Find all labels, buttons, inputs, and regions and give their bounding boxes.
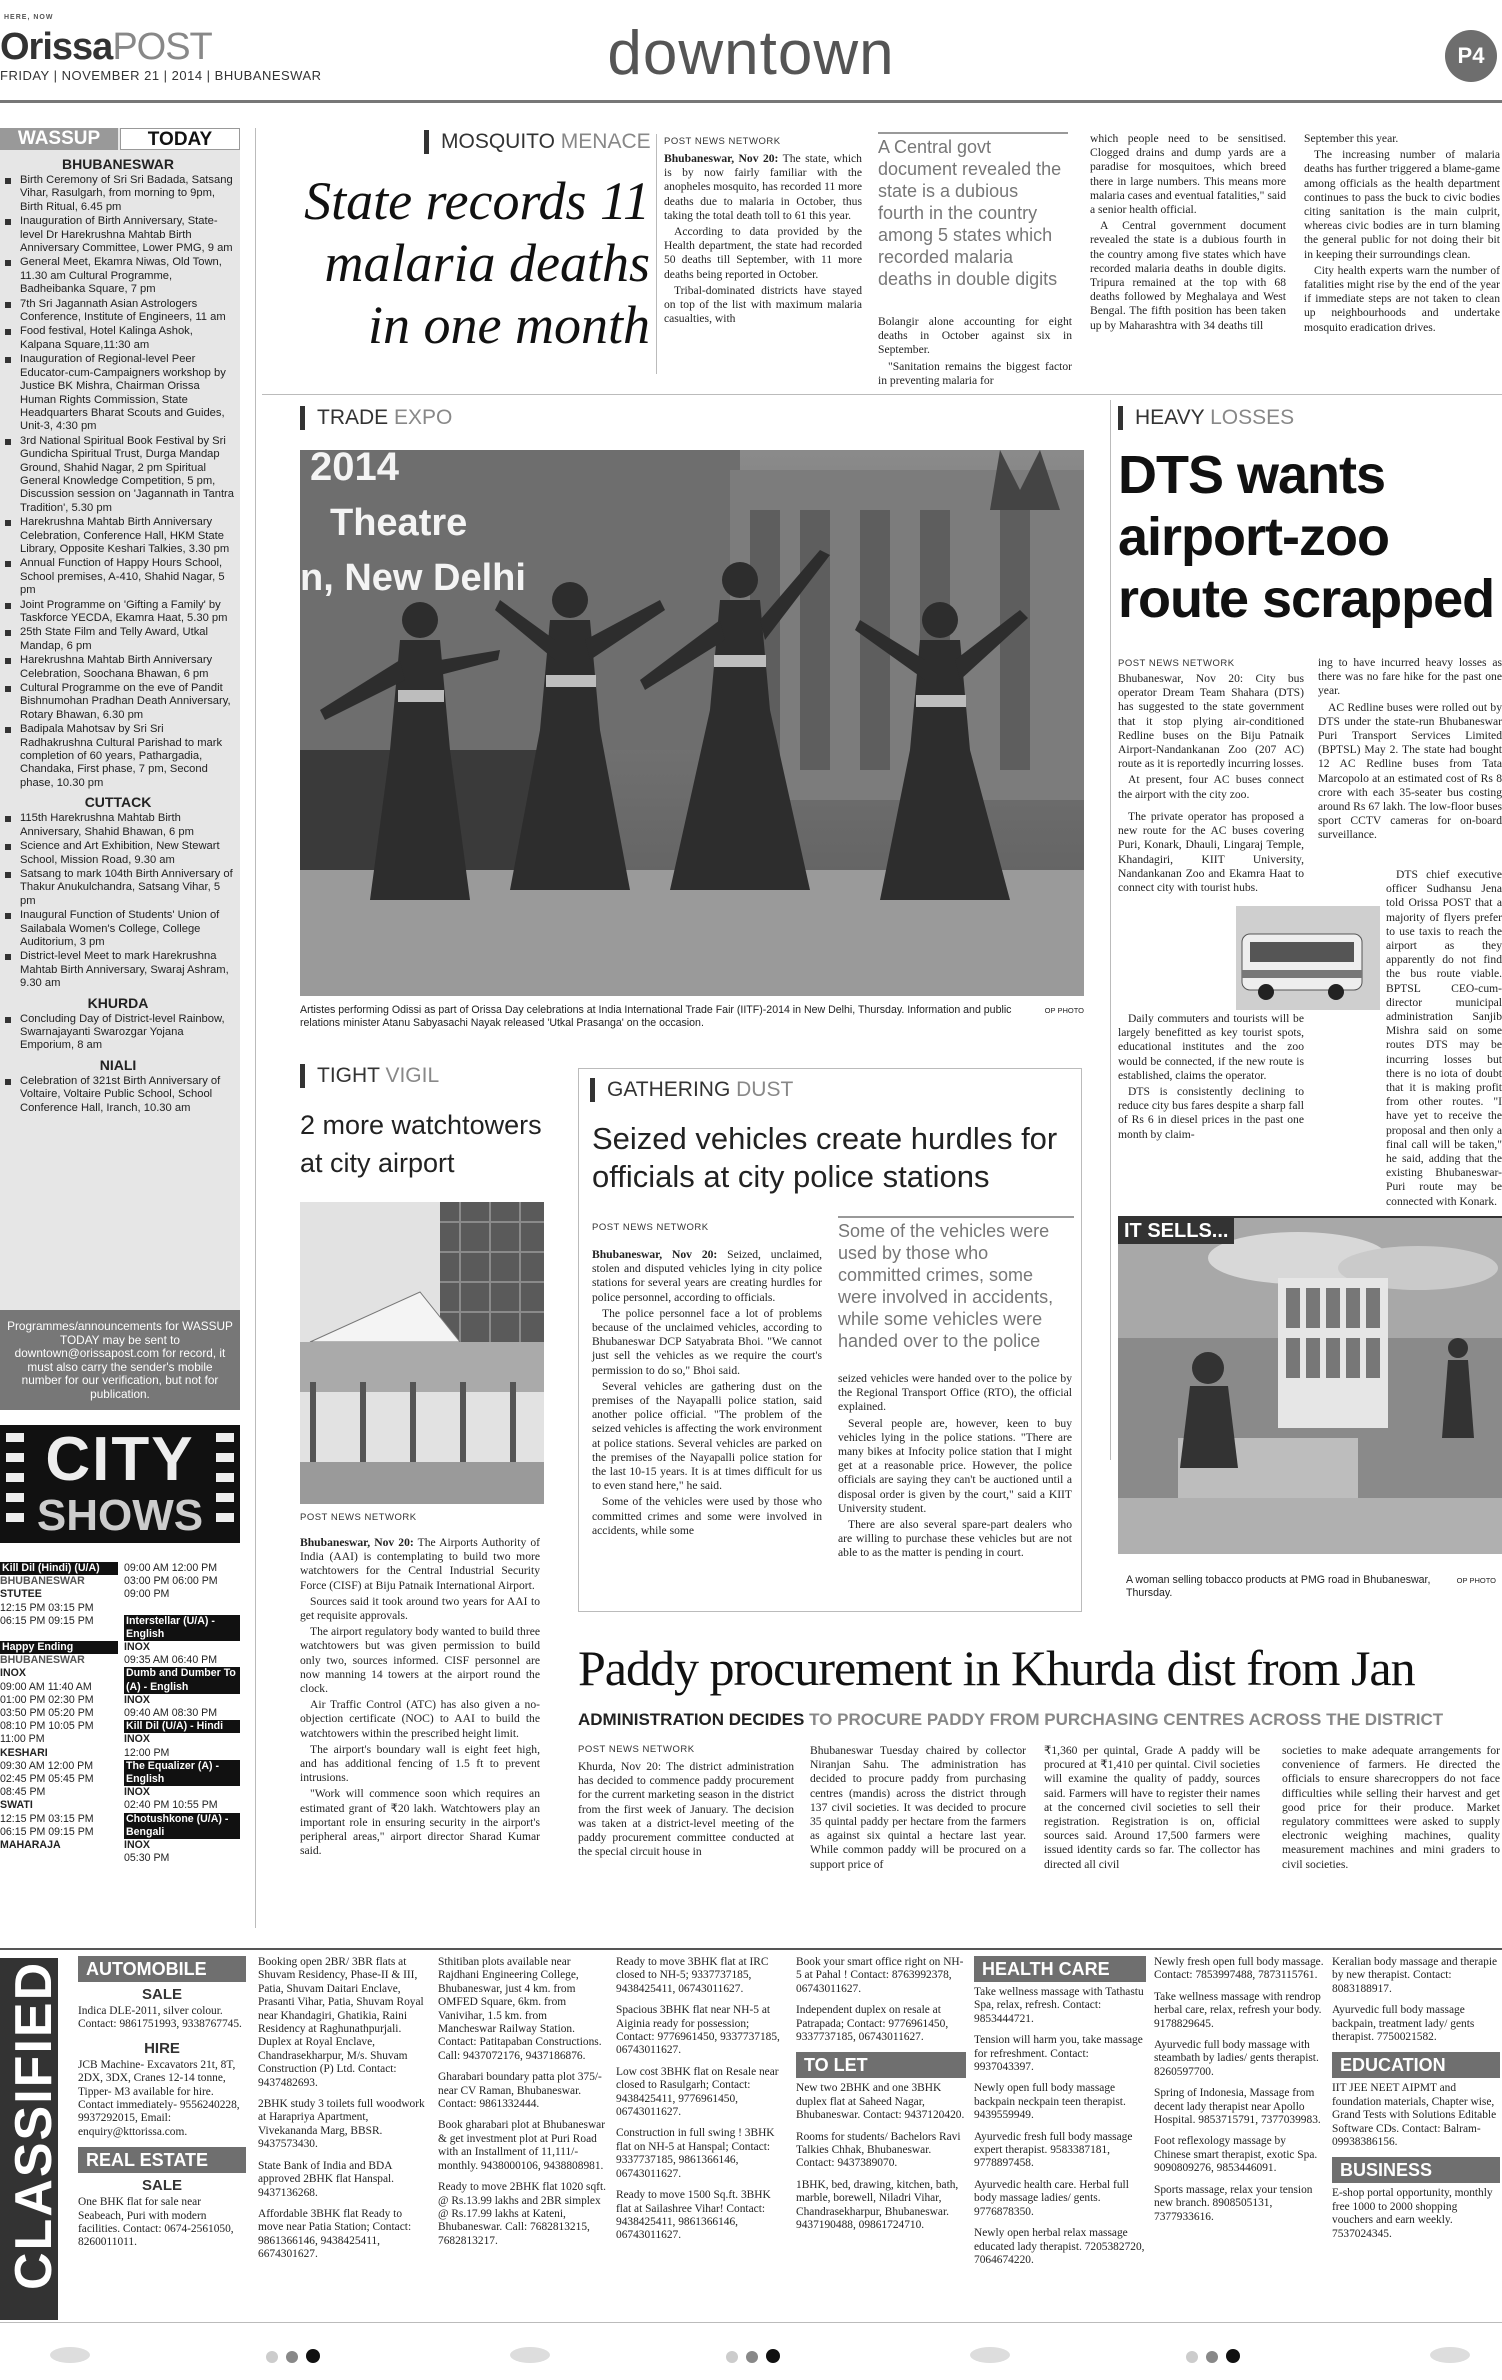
classified-ad: Book gharabari plot at Bhubaneswar & get investment plot at Puri Road with an Installment of 11,111/- monthly. 9438000106, 9438808981. — [438, 2119, 606, 2172]
paragraph: Tribal-dominated districts have stayed on top of the list with maximum malaria casualties, with — [664, 283, 862, 326]
dts-column-1c: Daily commuters and tourists will be largely benefitted as key tourist spots, educational institutes and the zoo would be connected, if the new route is established, claims the operator. DTS is consistently declining to reduce city bus fares despite a sharp fall of Rs 6 in diesel prices in the past one month by claim- — [1118, 1012, 1304, 1141]
showtime: 02:40 PM 10:55 PM — [124, 1799, 218, 1812]
vendor-photo-caption: OP PHOTO A woman selling tobacco products at PMG road in Bhubaneswar, Thursday. — [1126, 1574, 1496, 1599]
wassup-event: General Meet, Ekamra Niwas, Old Town, 11.30 am Cultural Programme, Badheibanka Square, 7 pm — [0, 256, 236, 296]
showtime: 01:00 PM 02:30 PM — [0, 1693, 94, 1706]
it-sells-label: IT SELLS... — [1118, 1218, 1234, 1244]
classified-ad: Ayurvedic full body massage with steambath by ladies/ gents therapist. 8260597700. — [1154, 2039, 1319, 2078]
classified-ad: Foot reflexology massage by Chinese smart therapist, exotic Spa. 9090809276, 9853446091. — [1154, 2135, 1318, 2175]
showtime: 09:00 PM — [124, 1588, 170, 1601]
classified-ad: Sports massage, relax your tension new branch. 8908505131, 7377933616. — [1154, 2183, 1313, 2223]
wassup-event: Joint Programme on 'Gifting a Family' by Taskforce YECDA, Ekamra Haat, 5.30 pm — [0, 599, 236, 626]
classified-ad: Affordable 3BHK flat Ready to move near Patia Station; Contact: 9861366146, 9438425411, 6674301627. — [258, 2207, 412, 2261]
masthead-rule — [0, 100, 1502, 103]
registration-mark — [50, 2347, 90, 2363]
theatre-name: INOX — [124, 1786, 150, 1799]
theatre-name: KESHARI — [0, 1746, 48, 1759]
theatre-name: INOX — [0, 1667, 26, 1680]
showtime: 11:00 PM — [0, 1733, 45, 1746]
classified-ad: Ayurvedic health care. Herbal full body massage ladies/ gents. 9776878350. — [974, 2178, 1129, 2218]
column-divider — [656, 134, 657, 374]
paddy-column-2: Bhubaneswar Tuesday chaired by collector Niranjan Sahu. The administration has decided to procure paddy from purchasing centres (mandis) across the district through 137 civil societies. It was decided to procure 35 quintal paddy per hectare from the farmers as against six quintal a hectare last year. While common paddy will be procured on a support price of — [810, 1744, 1026, 1871]
classified-col-4 — [616, 1956, 786, 2251]
classified-ad: Newly open full body massage backpain neckpain teen therapist. 9439559949. — [974, 2082, 1126, 2122]
wassup-event: Harekrushna Mahtab Birth Anniversary Celebration, Soochana Bhawan, 6 pm — [0, 654, 236, 681]
paragraph: September this year. — [1304, 132, 1399, 145]
paragraph: Several vehicles are gathering dust on the premises of the Nayapalli police station, said another police official. "The problem of the seized vehicles is affecting the work environment at police stations. Several vehicles are parked on the premises of the Nayapalli police station for the last 10-15 years. It is at times difficult for us to even stand here," he said. — [592, 1379, 822, 1493]
wassup-event: Science and Art Exhibition, New Stewart School, Mission Road, 9.30 am — [0, 840, 236, 867]
city-shows-title — [30, 1425, 210, 1544]
showtime: 08:10 PM 10:05 PM — [0, 1720, 94, 1733]
paragraph: Some of the vehicles were used by those who committed crimes and some were involved in accidents, while some — [592, 1495, 822, 1537]
classified-col-8 — [1332, 1956, 1500, 2249]
showtime: 09:35 AM 06:40 PM — [124, 1654, 218, 1667]
movie-title: Kill Dil (U/A) - Hindi — [124, 1720, 240, 1733]
showtime: 03:50 PM 05:20 PM — [0, 1707, 94, 1720]
classified-rule — [0, 1948, 1502, 1950]
row-divider — [262, 394, 1502, 395]
showtime: 09:00 AM 12:00 PM — [124, 1562, 218, 1574]
hire-subheading: HIRE — [144, 2039, 180, 2057]
paragraph: The airport regulatory body wanted to build three watchtowers but was given permission to build only two, sources informed. CISF personnel are now manning 14 towers at the airport round the clock. — [300, 1625, 540, 1696]
classified-ad: Tension will harm you, take massage for refreshment. Contact: 9937043397. — [974, 2034, 1143, 2074]
vendor-illustration — [1118, 1218, 1502, 1554]
showtime: 05:30 PM — [124, 1852, 170, 1865]
paragraph: A Central government document revealed the state is a dubious fourth in the country among five states which have recorded malaria deaths in double digits. Tripura remained at the top with 68 deaths followed by Meghalaya and West Bengal. The fifth position has been taken up by Maharashtra with 34 deaths till — [1090, 219, 1286, 332]
theatre-name: INOX — [124, 1839, 150, 1852]
wassup-tabs — [0, 128, 240, 150]
vigil-headline: 2 more watchtowers at city airport — [300, 1110, 542, 1178]
showtime: 12:15 PM 03:15 PM — [0, 1601, 94, 1614]
paddy-deck: ADMINISTRATION DECIDES TO PROCURE PADDY FROM PURCHASING CENTRES ACROSS THE DISTRICT — [578, 1710, 1444, 1729]
wassup-event: 7th Sri Jagannath Asian Astrologers Conference, Institute of Engineers, 11 am — [0, 298, 236, 325]
theatre-name: MAHARAJA — [0, 1839, 61, 1852]
registration-mark — [970, 2347, 1010, 2363]
automobile-heading: AUTOMOBILE — [78, 1956, 246, 1982]
paragraph: "Sanitation remains the biggest factor in preventing malaria for — [878, 359, 1072, 387]
today-tab: TODAY — [120, 128, 240, 150]
classified-ad: Sthitiban plots available near Rajdhani Engineering College, Bhubaneswar, just 4 km. from OMFED Square, 6km. from Vanivihar, 1.5 km. from Mancheswar Railway Station. Contact: Patitapaban Constructions. Call: 9437072176, 9437186876. — [438, 1956, 602, 2062]
trade-kicker: TRADE EXPO — [300, 406, 452, 430]
showtime: 06:15 PM 09:15 PM — [0, 1825, 94, 1838]
paddy-headline: Paddy procurement in Khurda dist from Jan — [578, 1640, 1415, 1696]
vigil-byline: POST NEWS NETWORK — [300, 1512, 417, 1523]
paragraph: Bhubaneswar, Nov 20: The Airports Authority of India (AAI) is contemplating to build two more watchtowers for the Central Industrial Security Force (CISF) at Biju Patnaik International Airport. — [300, 1536, 540, 1592]
logo-tagline: HERE, NOW — [4, 14, 54, 21]
classified-ad: Ready to move 2BHK flat 1020 sqft. @ Rs.13.99 lakhs and 2BR simplex @ Rs.17.99 lakhs at Kateni, Bhubaneswar. Call: 7682813215, 7682813217. — [438, 2181, 606, 2247]
classified-col-1 — [78, 1956, 246, 2258]
registration-mark — [1430, 2347, 1470, 2363]
showtime — [0, 1628, 118, 1641]
classified-col-6 — [974, 1956, 1146, 2275]
classified-ad: Spacious 3BHK flat near NH-5 at Aiginia ready for possession; Contact: 9776961450, 9337737185, 06743011627. — [616, 2004, 780, 2057]
wassup-event: Satsang to mark 104th Birth Anniversary of Thakur Anukulchandra, Satsang Vihar, 5 pm — [0, 868, 236, 908]
wassup-event: Harekrushna Mahtab Birth Anniversary Celebration, Conference Hall, HKM State Library, Opposite Keshari Talkies, 3.30 pm — [0, 516, 236, 556]
classified-ad: IIT JEE NEET AIPMT and foundation materials, Chapter wise, Grand Tests with Solutions Editable Software CDs. Contact: Balram- 09938386156. — [1332, 2082, 1497, 2149]
dts-column-2a: ing to have incurred heavy losses as there was no fare hike for the past one year. AC Redline buses were rolled out by DTS under the state-run Bhubaneswar Puri Transport Services Limited (BPTSL) May 2. The state had bought 12 AC Redline buses from Tata Marcopolo at an estimated cost of Rs 8 crore with each 35-seater bus costing around Rs 67 lakh. The low-floor buses sport CCTV cameras for on-board surveillance. — [1318, 656, 1502, 842]
classified-col-3 — [438, 1956, 608, 2256]
dateline: FRIDAY | NOVEMBER 21 | 2014 | BHUBANESWAR — [0, 68, 322, 83]
paragraph: "Work will commence soon which requires an estimated grant of ₹20 lakh. Watchtowers play an important role in ensuring security in the airport's peripheral areas," airport director Sharad Kumar said. — [300, 1787, 540, 1858]
wassup-event: Cultural Programme on the eve of Pandit Bishnumohan Pradhan Death Anniversary, Rotary Bhawan, 6.30 pm — [0, 682, 236, 722]
paragraph: City health experts warn the number of fatalities might rise by the end of the year if immediate steps are not taken to clean up neighbourhoods and undertake mosquito eradication drives. — [1304, 263, 1500, 334]
classified-ad: State Bank of India and BDA approved 2BHK flat Hanspal. 9437136268. — [258, 2159, 395, 2199]
classified-ad: E-shop portal opportunity, monthly free 1000 to 2000 shopping vouchers and earn weekly. 7537024345. — [1332, 2187, 1493, 2240]
wassup-tab: WASSUP — [0, 128, 118, 150]
wassup-note: Programmes/announcements for WASSUP TODAY may be sent to downtown@orissapost.com for record, it must also carry the sender's mobile number for our verification, but not for publication. — [0, 1310, 240, 1410]
classified-ad: New two 2BHK and one 3BHK duplex flat at Saheed Nagar, Bhubaneswar. Contact: 9437120420. — [796, 2082, 965, 2122]
registration-mark — [306, 2349, 320, 2363]
classified-ad: One BHK flat for sale near Seabeach, Puri with modern facilities. Contact: 0674-2561050, 8260011011. — [78, 2196, 234, 2249]
malaria-byline: POST NEWS NETWORK — [664, 136, 781, 147]
movie-title: Kill Dil (Hindi) (U/A) — [0, 1562, 118, 1575]
dust-column-1 — [592, 1248, 822, 1540]
health-care-heading: HEALTH CARE — [974, 1956, 1146, 1982]
movie-title: Chotushkone (U/A) - Bengali — [124, 1813, 240, 1839]
wassup-event: 115th Harekrushna Mahtab Birth Anniversary, Shahid Bhawan, 6 pm — [0, 812, 236, 839]
column-divider — [1110, 400, 1111, 1460]
page-number-badge: P4 — [1445, 30, 1497, 82]
wassup-event: Annual Function of Happy Hours School, School premises, A-410, Shahid Nagar, 5 pm — [0, 557, 236, 597]
classified-ad: Newly fresh open full body massage. Contact: 7853997488, 7873115761. — [1154, 1956, 1324, 1982]
odissi-photo-caption: OP PHOTO Artistes performing Odissi as part of Orissa Day celebrations at India International Trade Fair (IITF)-2014 in New Delhi, Thursday. Information and public relations minister Atanu Sabyasachi Nayak released 'Utkal Prasanga' on the occasion. — [300, 1004, 1084, 1029]
paragraph: Bolangir alone accounting for eight deaths in October against six in September. — [878, 315, 1072, 357]
classified-ad: Ready to move 3BHK flat at IRC closed to NH-5; 9337737185, 9438425411, 06743011627. — [616, 1956, 769, 1995]
showtime: 12:15 PM 03:15 PM — [0, 1812, 94, 1825]
dust-pullquote: Some of the vehicles were used by those who committed crimes, some were involved in accidents, while some vehicles were handed over to the police — [838, 1216, 1074, 1352]
classified-ad: 2BHK study 3 toilets full woodwork at Harapriya Apartment, Vivekananda Marg, BBSR. 9437573430. — [258, 2098, 425, 2151]
classified-ad: Indica DLE-2011, silver colour. Contact: 9861751993, 9338767745. — [78, 2005, 242, 2031]
dts-kicker: HEAVY LOSSES — [1118, 406, 1294, 430]
city-shows-title-line2: SHOWS — [36, 1491, 204, 1540]
photo-sign-location: n, New Delhi — [300, 557, 526, 599]
malaria-kicker: MOSQUITO MENACE — [424, 130, 651, 154]
theatre-name: INOX — [124, 1733, 150, 1746]
showtime: 06:15 PM 09:15 PM — [0, 1614, 94, 1627]
movie-title: Interstellar (U/A) - English — [124, 1615, 240, 1641]
registration-mark — [1206, 2351, 1218, 2363]
bus-illustration — [1236, 906, 1380, 1010]
registration-mark — [726, 2351, 738, 2363]
paragraph: The airport's boundary wall is eight feet high, and has additional fencing of 1.5 ft to prevent intrusions. — [300, 1742, 540, 1785]
malaria-column-2 — [878, 315, 1072, 390]
vigil-kicker: TIGHT VIGIL — [300, 1064, 439, 1088]
wassup-event: 25th State Film and Telly Award, Utkal Mandap, 6 pm — [0, 626, 236, 653]
paragraph: Bhubaneswar, Nov 20: The state, which is by now fairly familiar with the anopheles mosquito, has recorded 11 more deaths due to malaria in October, thus taking the total death toll to 61 this year. — [664, 152, 862, 222]
showtime: 09:40 AM 08:30 PM — [124, 1707, 218, 1720]
classified-col-7 — [1154, 1956, 1324, 2232]
city-shows-title-line1: CITY — [45, 1425, 195, 1494]
wassup-event: Concluding Day of District-level Rainbow, Swarnajayanti Swarozgar Yojana Emporium, 8 am — [0, 1013, 236, 1053]
paragraph: seized vehicles were handed over to the police by the Regional Transport Office (RTO), the official explained. — [838, 1372, 1072, 1414]
wassup-event: Inaugural Function of Students' Union of Sailabala Women's College, College Auditorium, 3 pm — [0, 909, 236, 949]
dust-byline: POST NEWS NETWORK — [592, 1222, 709, 1233]
malaria-headline: State records 11 malaria deaths in one month — [304, 171, 650, 355]
wassup-event: Inauguration of Birth Anniversary, State-level Dr Harekrushna Mahtab Birth Anniversary Committee, Lower PMG, 9 am — [0, 215, 236, 255]
movie-title: Dumb and Dumber To (A) - English — [124, 1667, 240, 1693]
section-title: downtown — [607, 19, 895, 88]
dts-column-1b: The private operator has proposed a new route for the AC buses covering Puri, Konark, Dhauli, Lingaraj Temple, Khandagiri, KIIT University, Nandankanan Zoo and Ekamra Haat to connect city with tourist hubs. — [1118, 810, 1304, 895]
dust-headline: Seized vehicles create hurdles for officials at city police stations — [592, 1121, 1058, 1194]
paragraph: According to data provided by the Health department, the state had recorded 50 deaths till September, with 11 more deaths being reported in October. — [664, 225, 862, 281]
classified-ad: Ayurvedic fresh full body massage expert therapist. 9583387181, 9778897458. — [974, 2130, 1133, 2170]
classified-col-5 — [796, 1956, 966, 2241]
malaria-column-1 — [664, 152, 862, 328]
wassup-city-heading: KHURDA — [87, 994, 149, 1011]
photo-credit: OP PHOTO — [1456, 1576, 1496, 1585]
wassup-city-heading: BHUBANESWAR — [62, 156, 174, 172]
showtime: 02:45 PM 05:45 PM — [0, 1773, 94, 1786]
classified-ad: Rooms for students/ Bachelors Ravi Talkies Chhak, Bhubaneswar. Contact: 9437389070. — [796, 2130, 961, 2170]
registration-mark — [1186, 2351, 1198, 2363]
photo-sign-theatre: Theatre — [330, 502, 468, 544]
tobacco-vendor-photo — [1118, 1218, 1502, 1554]
real-estate-heading: REAL ESTATE — [78, 2147, 246, 2173]
classified-ad: Construction in full swing ! 3BHK flat on NH-5 at Hanspal; Contact: 9337737185, 9861366146, 06743011627. — [616, 2127, 775, 2180]
paragraph: There are also several spare-part dealers who are willing to purchase these vehicles but are not able to as the matter is pending in court. — [838, 1518, 1072, 1560]
classified-ad: Keralian body massage and therapie by new therapist. Contact: 8083188917. — [1332, 1956, 1498, 1995]
vigil-body — [300, 1536, 540, 1860]
classified-ad: 1BHK, bed, drawing, kitchen, bath, marble, borewell, Niladri Vihar, Chandrasekharpur, Bhubaneswar. 9437190488, 09861724710. — [796, 2178, 959, 2232]
theatre-name: BHUBANESWAR — [0, 1654, 85, 1667]
dts-headline: DTS wants airport-zoo route scrapped — [1118, 445, 1495, 629]
classified-ad: Gharabari boundary patta plot 375/- near CV Raman, Bhubaneswar. Contact: 9861332444. — [438, 2071, 602, 2111]
city-shows-column-1 — [0, 1562, 118, 1852]
classified-col-2 — [258, 1956, 428, 2270]
to-let-heading: TO LET — [796, 2052, 966, 2078]
showtime: 09:30 AM 12:00 PM — [0, 1759, 94, 1772]
paragraph: Air Traffic Control (ATC) has also given a no-objection certificate (NOC) to AAI to build the watchtowers within the prescribed height limit. — [300, 1698, 540, 1740]
photo-credit: OP PHOTO — [1044, 1006, 1084, 1015]
registration-mark — [746, 2351, 758, 2363]
airport-watchtower-photo — [300, 1202, 544, 1504]
theatre-name: BHUBANESWAR — [0, 1575, 85, 1588]
dust-kicker: GATHERING DUST — [590, 1078, 793, 1102]
classified-label: CLASSIFIED — [5, 1960, 63, 2290]
paragraph: The increasing number of malaria deaths has further triggered a blame-game among officials as the health department continues to pass the buck to civic bodies citing sanitation is the main culprit, whereas civic bodies are in turn blaming the general public for not doing their bit in keeping their surroundings clean. — [1304, 148, 1500, 261]
paddy-column-1: Khurda, Nov 20: The district administration has decided to commence paddy procurement for the current marketing season in the district from the first week of January. The decision was taken at a district-level meeting of the paddy procurement committee conducted at the special circuit house in — [578, 1760, 794, 1859]
malaria-column-4 — [1304, 132, 1500, 337]
dts-byline: POST NEWS NETWORK — [1118, 658, 1235, 669]
sale-subheading: SALE — [141, 2177, 182, 2195]
wassup-event-list — [0, 1013, 236, 1053]
classified-ad: Newly open herbal relax massage educated lady therapist. 7205382720, 7064674220. — [974, 2227, 1145, 2266]
classified-ad: Independent duplex on resale at Patrapada; Contact: 9776961450, 9337737185, 06743011627. — [796, 2004, 949, 2044]
showtime: 03:00 PM 06:00 PM — [124, 1575, 218, 1588]
odissi-dance-photo — [300, 450, 1084, 996]
classified-ad: JCB Machine- Excavators 21t, 8T, 2DX, 3DX, Cranes 12-14 tonne, Tipper- M3 available for hire. Contact immediately- 9556240228, 9937292015, Email: enquiry@kttorissa.com. — [78, 2058, 240, 2138]
logo-post: POST — [112, 26, 212, 68]
paragraph: The police personnel face a lot of problems because of the unclaimed vehicles, according to Bhubaneswar DCP Satyabrata Bhoi. "We cannot just sell the vehicles as we require the court's permission to do so," Bhoi said. — [592, 1306, 822, 1377]
paddy-column-3: ₹1,360 per quintal, Grade A paddy will be procured at ₹1,410 per quintal. Civil societies will examine the quality of paddy, sources said. Farmers will have to register their names at the concerned civil societies to sell their registration. Registration is on, official sources said. Around 17,500 farmers were issued identity cards so far. The collector has directed all civil — [1044, 1744, 1260, 1871]
showtime — [124, 1602, 240, 1615]
airport-illustration — [300, 1202, 544, 1504]
classified-ad: Ayurvedic full body massage backpain, treatment lady/ gents therapist. 7750021582. — [1332, 2004, 1475, 2044]
wassup-listing — [0, 152, 238, 1116]
paragraph: Sources said it took around two years for AAI to get requisite approvals. — [300, 1594, 540, 1623]
wassup-event: 3rd National Spiritual Book Festival by Sri Gundicha Spiritual Trust, Durga Mandap Ground, Shahid Nagar, 2 pm Spiritual General Knowledge Competition, 5 pm, Discussion session on 'Jagannath in Tantra Tradition', 5.30 pm — [0, 435, 236, 515]
wassup-event: Food festival, Hotel Kalinga Ashok, Kalpana Square,11:30 am — [0, 325, 236, 352]
print-registration-strip — [0, 2322, 1502, 2380]
odissi-dance-illustration — [300, 450, 1084, 996]
theatre-name: STUTEE — [0, 1588, 42, 1601]
dts-column-2b: DTS chief executive officer Sudhansu Jena told Orissa POST that a majority of flyers prefer to use taxis to reach the airport as they apparently do not find the bus route viable. BPTSL CEO-cum-director municipal administration Sanjib Mishra said on some routes DTS may be incurring losses but there is no iota of doubt that it is making profit from other routes. "I have yet to receive the proposal and then only a final call will be taken," he said, adding that the existing Bhubaneswar-Puri route may be connected with Konark. — [1386, 868, 1502, 1208]
sale-subheading: SALE — [141, 1986, 182, 2003]
movie-title: Happy Ending — [0, 1641, 118, 1654]
showtime: 08:45 PM — [0, 1786, 46, 1799]
paragraph: which people need to be sensitised. Clogged drains and dump yards are a paradise for mosquitoes, which breed there in large numbers. This means more malaria cases and eventual fatalities," said a senior health official. — [1090, 132, 1286, 217]
registration-mark — [1226, 2349, 1240, 2363]
wassup-event: Birth Ceremony of Sri Sri Badada, Satsang Vihar, Rasulgarh, from morning to 9pm, Birth Ritual, 6.45 pm — [0, 174, 236, 214]
dts-column-1a: Bhubaneswar, Nov 20: City bus operator Dream Team Shahara (DTS) has suggested to the state government that it stop plying air-conditioned Redline buses on the Biju Patnaik Airport-Nandankanan Zoo (207 AC) route as it is reportedly incurring losses. At present, four AC buses connect the airport with the city zoo. — [1118, 672, 1304, 801]
theatre-name: SWATI — [0, 1799, 33, 1812]
wassup-event-list — [0, 174, 236, 790]
registration-mark — [766, 2349, 780, 2363]
paddy-byline: POST NEWS NETWORK — [578, 1744, 695, 1755]
movie-title: The Equalizer (A) - English — [124, 1760, 240, 1786]
paragraph: Several people are, however, keen to buy vehicles lying in the police stations. "There are many bikes at Infocity police station that I might get at a reasonable price. However, the police officials are saying they can't be auctioned until a disposal order is given by the court," said a KIIT University student. — [838, 1416, 1072, 1515]
wassup-event-list — [0, 812, 236, 990]
malaria-column-3 — [1090, 132, 1286, 335]
wassup-city-heading: NIALI — [99, 1056, 137, 1073]
wassup-event: Badipala Mahotsav by Sri Sri Radhakrushna Cultural Parishad to mark completion of 60 years, Pathargadia, Chandaka, First phase, 7 pm, Second phase, 10.30 pm — [0, 723, 236, 790]
photo-sign-year: 2014 — [310, 450, 399, 489]
classified-ad: Ready to move 1500 Sq.ft. 3BHK flat at Sailashree Vihar! Contact: 9438425411, 9861366146, 06743011627. — [616, 2189, 771, 2242]
business-heading: BUSINESS — [1332, 2157, 1500, 2183]
malaria-pullquote: A Central govt document revealed the state is a dubious fourth in the country among 5 states which recorded malaria deaths in double digits — [878, 132, 1068, 290]
dust-column-2 — [838, 1372, 1072, 1563]
paddy-column-4: societies to make adequate arrangements for convenience of farmers. He directed the officials to ensure sharecroppers do not face difficulties while selling their harvest and get good price for their produce. Market regulatory committees were asked to supply electronic weighing machines, quality measurement machines and mini graders to civil societies. — [1282, 1744, 1500, 1871]
registration-mark — [266, 2351, 278, 2363]
city-shows-column-2 — [124, 1562, 240, 1865]
showtime: 09:00 AM 11:40 AM — [0, 1680, 92, 1693]
wassup-event-list — [0, 1075, 236, 1115]
wassup-event: District-level Meet to mark Harekrushna Mahtab Birth Anniversary, Swaraj Ashram, 9.30 am — [0, 950, 236, 990]
classified-ad: Low cost 3BHK flat on Resale near closed to Rasulgarh; Contact: 9438425411, 9776961450, 06743011627. — [616, 2065, 779, 2119]
classified-ad: Book your smart office right on NH-5 at Pahal ! Contact: 8763992378, 06743011627. — [796, 1956, 964, 1995]
classified-ad: Booking open 2BR/ 3BR flats at Shuvam Residency, Phase-II & III, Patia, Shuvam Daitari Enclave, Prasanti Vihar, Patia, Shuvam Royal near Khandagiri, Ghatikia, Raini Residency at Raghunathpurjali. Duplex at Royal Enclave, Chandrasekharpur, M/s. Shuvam Construction (P) Ltd. Contact: 9437482693. — [258, 1956, 424, 2089]
wassup-event: Celebration of 321st Birth Anniversary of Voltaire, Voltaire Public School, School Conference Hall, Iranch, 10.30 am — [0, 1075, 236, 1115]
showtime: 12:00 PM — [124, 1746, 170, 1759]
registration-mark — [286, 2351, 298, 2363]
wassup-city-heading: CUTTACK — [84, 794, 152, 811]
classified-ad: Take wellness massage with Tathastu Spa, relax, refresh. Contact: 9853444721. — [974, 1986, 1144, 2025]
education-heading: EDUCATION — [1332, 2052, 1500, 2078]
wassup-event: Inauguration of Regional-level Peer Educator-cum-Campaigners workshop by Justice BK Mishra, Chairman Orissa Human Rights Commission, State Headquarters Bharat Scouts and Guides, Unit-3, 4:30 pm — [0, 353, 236, 433]
logo-orissa: Orissa — [0, 26, 113, 68]
theatre-name: INOX — [124, 1693, 150, 1706]
registration-mark — [510, 2347, 550, 2363]
classified-ad: Spring of Indonesia, Massage from decent lady therapist near Apollo Hospital. 9853715791, 7377039983. — [1154, 2087, 1321, 2127]
column-divider — [255, 128, 256, 1928]
paragraph: Bhubaneswar, Nov 20: Seized, unclaimed, stolen and disputed vehicles lying in city police stations for several years are creating hurdles for police personnel, according to officials. — [592, 1248, 822, 1304]
classified-ad: Take wellness massage with rendrop herbal care, relax, refresh your body. 9178829645. — [1154, 1990, 1322, 2030]
theatre-name: INOX — [124, 1641, 150, 1654]
redline-bus-photo — [1236, 906, 1380, 1010]
